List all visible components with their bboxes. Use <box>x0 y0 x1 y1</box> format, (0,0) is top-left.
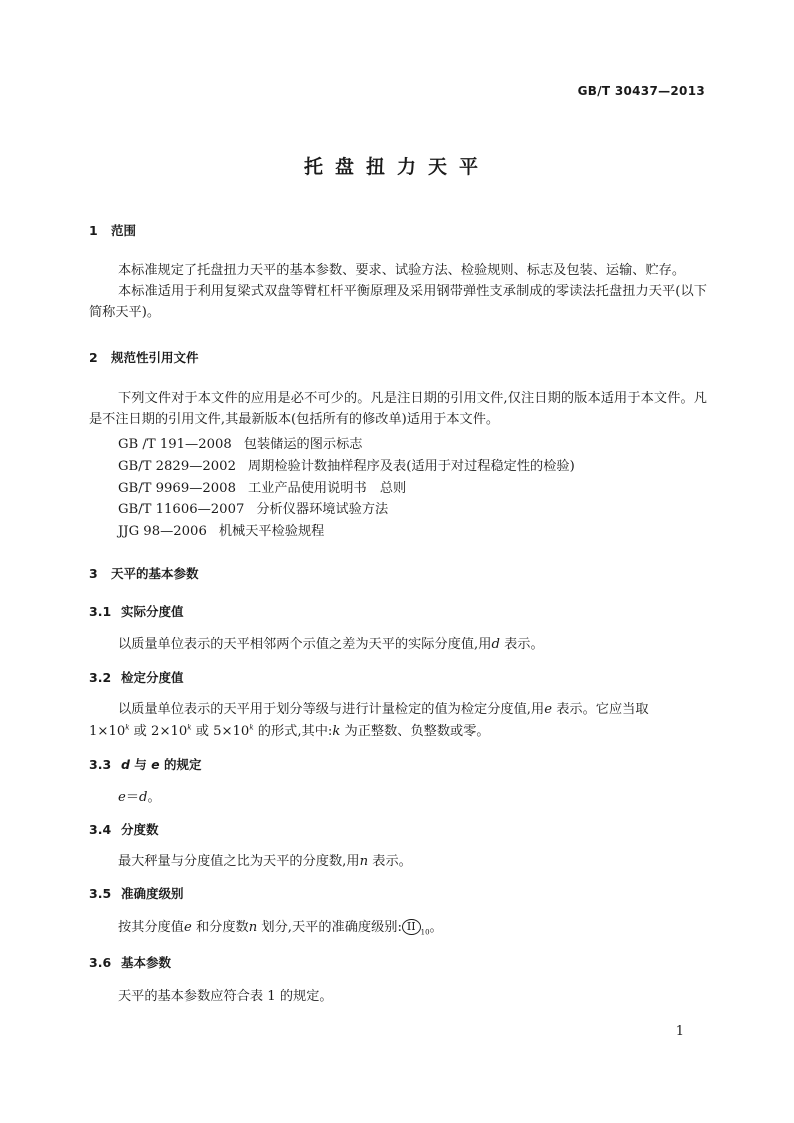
reference-title: 周期检验计数抽样程序及表(适用于对过程稳定性的检验) <box>247 459 575 474</box>
section-3-heading <box>89 564 199 582</box>
symbol-e: e <box>118 790 126 805</box>
subsection-title: 检定分度值 <box>121 670 184 685</box>
text-segment: 表示。它应当取 <box>552 702 649 717</box>
symbol-n: n <box>248 920 258 935</box>
reference-title: 工业产品使用说明书 总则 <box>247 481 407 496</box>
exponent: k <box>187 723 192 732</box>
symbol-d: d <box>121 757 130 772</box>
equals-sign: ＝ <box>125 790 139 805</box>
subsection-number: 3.6 <box>89 955 112 970</box>
subsection-3-3-heading <box>89 755 202 773</box>
text-segment: 的形式,其中: <box>253 724 333 739</box>
symbol-e: e <box>151 757 160 772</box>
subsection-title: 基本参数 <box>121 955 172 970</box>
subsection-3-2-line-2 <box>89 720 490 739</box>
symbol-e: e <box>183 920 192 935</box>
references-intro: 下列文件对于本文件的应用是必不可少的。凡是注日期的引用文件,仅注日期的版本适用于本文件。凡是不注日期的引用文件,其最新版本(包括所有的修改单)适用于本文件。 <box>89 391 707 427</box>
subsection-3-4-heading <box>89 820 159 838</box>
reference-code: GB/T 2829—2002 <box>118 459 236 474</box>
symbol-k: k <box>332 724 341 739</box>
text-segment: 表示。 <box>368 854 412 869</box>
subsection-3-2-line-1 <box>118 698 649 717</box>
reference-code: GB /T 191—2008 <box>118 437 232 452</box>
symbol-e: e <box>544 702 553 717</box>
subsection-3-5-text <box>118 916 443 937</box>
subsection-number: 3.2 <box>89 670 112 685</box>
text-segment: 以质量单位表示的天平相邻两个示值之差为天平的实际分度值,用 <box>118 637 492 652</box>
section-1-heading <box>89 221 136 239</box>
page-number: 1 <box>675 1024 684 1039</box>
section-title: 范围 <box>111 223 137 238</box>
text-segment: 按其分度值 <box>118 920 184 935</box>
formula-1: 1×10 <box>89 724 126 739</box>
text-segment: 为正整数、负整数或零。 <box>340 724 490 739</box>
subsection-3-2-heading <box>89 668 184 686</box>
section-number: 2 <box>89 350 98 365</box>
reference-item <box>118 455 575 474</box>
section-number: 1 <box>89 223 98 238</box>
formula-3: 或 5×10 <box>191 724 250 739</box>
subsection-title: 准确度级别 <box>121 886 184 901</box>
reference-code: GB/T 11606—2007 <box>118 502 245 517</box>
symbol-d: d <box>491 637 500 652</box>
subsection-3-4-text <box>118 850 412 869</box>
subsection-number: 3.4 <box>89 822 112 837</box>
text-segment: 以质量单位表示的天平用于划分等级与进行计量检定的值为检定分度值,用 <box>118 702 545 717</box>
standard-number: GB/T 30437—2013 <box>577 84 705 98</box>
text-segment: 。 <box>429 920 443 935</box>
subsection-title: 实际分度值 <box>121 604 184 619</box>
reference-title: 分析仪器环境试验方法 <box>256 502 389 517</box>
subsection-3-5-heading <box>89 884 184 902</box>
exponent: k <box>249 723 254 732</box>
subsection-3-1-heading <box>89 602 184 620</box>
reference-item <box>118 477 406 496</box>
reference-code: GB/T 9969—2008 <box>118 481 236 496</box>
text-segment: 划分,天平的准确度级别: <box>257 920 402 935</box>
subsection-3-1-text <box>118 633 544 652</box>
section-2-heading <box>89 348 199 366</box>
subsection-3-6-heading <box>89 953 171 971</box>
subsection-number: 3.3 <box>89 757 112 772</box>
subsection-number: 3.1 <box>89 604 112 619</box>
symbol-n: n <box>359 854 369 869</box>
reference-item <box>118 520 324 539</box>
accuracy-class-subscript: 10 <box>420 928 430 937</box>
scope-paragraph-1: 本标准规定了托盘扭力天平的基本参数、要求、试验方法、检验规则、标志及包装、运输、贮存。 <box>118 263 686 278</box>
subsection-number: 3.5 <box>89 886 112 901</box>
reference-title: 包装储运的图示标志 <box>243 437 363 452</box>
scope-paragraph-2: 本标准适用于利用复梁式双盘等臂杠杆平衡原理及采用钢带弹性支承制成的零读法托盘扭力天平(以下简称天平)。 <box>89 284 707 320</box>
reference-item <box>118 433 362 452</box>
reference-item <box>118 498 388 517</box>
subsection-3-6-text: 天平的基本参数应符合表 1 的规定。 <box>118 989 333 1004</box>
subsection-title: 的规定 <box>159 757 202 772</box>
subsection-title: 分度数 <box>121 822 159 837</box>
reference-code: JJG 98—2006 <box>118 524 207 539</box>
formula-2: 或 2×10 <box>129 724 188 739</box>
exponent: k <box>125 723 130 732</box>
accuracy-class-symbol: II <box>402 919 421 935</box>
section-title: 规范性引用文件 <box>111 350 199 365</box>
section-number: 3 <box>89 566 98 581</box>
text-segment: 表示。 <box>499 637 544 652</box>
text-segment: 。 <box>147 790 161 805</box>
subsection-3-3-formula <box>118 786 161 805</box>
text-segment: 与 <box>129 757 152 772</box>
text-segment: 和分度数 <box>191 920 249 935</box>
symbol-d: d <box>139 790 148 805</box>
document-title: 托盘扭力天平 <box>303 156 490 178</box>
text-segment: 最大秤量与分度值之比为天平的分度数,用 <box>118 854 360 869</box>
reference-title: 机械天平检验规程 <box>218 524 325 539</box>
section-title: 天平的基本参数 <box>111 566 199 581</box>
